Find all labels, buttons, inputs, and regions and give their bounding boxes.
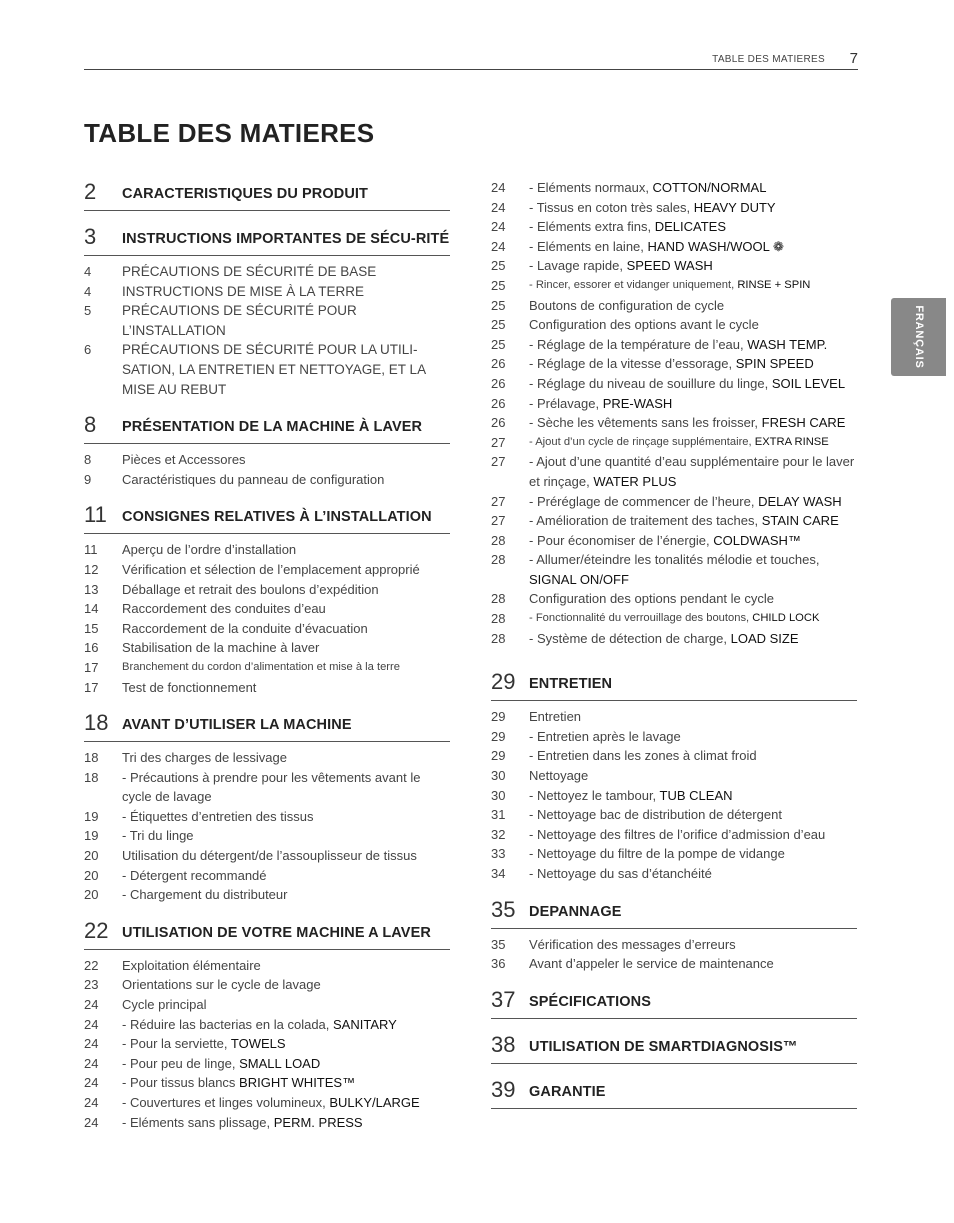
section-title: DEPANNAGE (529, 903, 622, 920)
toc-entry[interactable] (491, 452, 857, 491)
toc-entry[interactable] (491, 354, 857, 374)
toc-entry[interactable] (491, 394, 857, 414)
toc-entry-text: - Eléments normaux, COTTON/NORMAL (529, 180, 767, 195)
toc-entry[interactable] (491, 296, 857, 316)
toc-entry-page: 27 (491, 434, 506, 450)
toc-entry-text: - Réglage du niveau de souillure du linge, SOIL LEVEL (529, 375, 846, 391)
toc-entry-text: Cycle principal (122, 997, 207, 1013)
section-page-number: 39 (491, 1076, 516, 1102)
toc-entry-text: Stabilisation de la machine à laver (122, 640, 320, 656)
toc-entry[interactable] (84, 956, 450, 976)
toc-entry-text: Pièces et Accessores (122, 452, 246, 468)
toc-entry-page: 24 (84, 1075, 99, 1091)
toc-entry-text: - Lavage rapide, SPEED WASH (529, 258, 713, 274)
toc-entry-page: 28 (491, 611, 506, 627)
cycle-name: TOWELS (230, 1036, 286, 1052)
toc-entry-page: 4 (84, 283, 92, 299)
toc-continued-items (491, 178, 857, 648)
section-title: PRÉSENTATION DE LA MACHINE À LAVER (122, 419, 423, 436)
language-tab[interactable] (891, 298, 946, 376)
section-page-number: 3 (84, 224, 97, 249)
toc-entry-page: 27 (491, 493, 506, 509)
section-page-number: 38 (491, 1031, 516, 1057)
toc-entry-text: - Détergent recommandé (122, 867, 267, 883)
toc-entry-page: 30 (491, 768, 506, 784)
toc-entry[interactable] (491, 492, 857, 512)
toc-entry-text: Orientations sur le cycle de lavage (122, 977, 321, 993)
toc-entry-page: 27 (491, 513, 506, 529)
toc-entry-page: 12 (84, 561, 99, 577)
toc-entry[interactable] (84, 678, 450, 698)
toc-section-heading[interactable] (84, 411, 450, 444)
cycle-name: SOIL LEVEL (771, 375, 846, 391)
toc-entry[interactable] (491, 589, 857, 609)
toc-entry-page: 28 (491, 591, 506, 607)
toc-entry-page: 25 (491, 317, 506, 333)
toc-entry-page: 18 (84, 750, 99, 766)
toc-entry[interactable] (491, 198, 857, 218)
cycle-name: DELICATES (654, 219, 726, 235)
toc-entry[interactable] (491, 256, 857, 276)
toc-entry-page: 32 (491, 826, 506, 842)
toc-entry-page: 15 (84, 620, 99, 636)
toc-entry[interactable] (491, 178, 857, 198)
toc-entry-text: - Allumer/éteindre les tonalités mélodie et touches, SIGNAL ON/OFF (529, 552, 820, 587)
cycle-name: BULKY/LARGE (329, 1095, 420, 1110)
cycle-name: COTTON/NORMAL (652, 180, 767, 195)
toc-entry[interactable] (84, 301, 450, 340)
toc-entry[interactable] (84, 885, 450, 905)
toc-entry-page: 6 (84, 342, 92, 358)
toc-entry-page: 19 (84, 808, 99, 824)
toc-entry[interactable] (491, 727, 857, 747)
toc-entry-text: - Pour tissus blancs BRIGHT WHITES™ (122, 1075, 356, 1091)
toc-entry-text: - Pour économiser de l’énergie, COLDWASH™ (529, 532, 801, 548)
toc-section-heading[interactable] (491, 986, 857, 1019)
section-page-number: 35 (491, 896, 516, 922)
toc-entry-page: 14 (84, 601, 99, 617)
toc-entry[interactable] (491, 954, 857, 974)
toc-entry-page: 25 (491, 258, 506, 274)
toc-entry-page: 22 (84, 957, 99, 973)
toc-entry-page: 20 (84, 887, 99, 903)
toc-entry-text: Utilisation du détergent/de l’assouplisseur de tissus (122, 848, 417, 864)
toc-entry-text: - Rincer, essorer et vidanger uniquement, RINSE + SPIN (529, 278, 811, 291)
toc-entry-page: 23 (84, 977, 99, 993)
toc-entry-page: 29 (491, 728, 506, 744)
toc-entry-text: - Entretien dans les zones à climat froid (529, 748, 757, 764)
toc-entry-page: 25 (491, 336, 506, 352)
toc-section (84, 178, 450, 211)
toc-entry-page: 24 (84, 1114, 99, 1130)
toc-section-heading[interactable] (84, 709, 450, 742)
toc-entry-page: 18 (84, 769, 99, 785)
toc-entry-text: Avant d’appeler le service de maintenance (529, 956, 774, 972)
toc-entry[interactable] (491, 217, 857, 237)
cycle-name: EXTRA RINSE (754, 435, 829, 448)
toc-section-heading[interactable] (491, 1076, 857, 1109)
cycle-name: COLDWASH™ (713, 532, 801, 548)
toc-entry-text: - Chargement du distributeur (122, 887, 288, 903)
toc-entry-page: 25 (491, 277, 506, 293)
toc-entry[interactable] (491, 550, 857, 589)
toc-entry[interactable] (84, 866, 450, 886)
toc-section-heading[interactable] (84, 917, 450, 950)
toc-entry-text: - Précautions à prendre pour les vêtements avant le cycle de lavage (122, 769, 421, 805)
toc-section-heading[interactable] (84, 178, 450, 211)
toc-entry-page: 26 (491, 395, 506, 411)
language-tab-label: FRANÇAIS (912, 305, 925, 369)
cycle-name: WASH TEMP. (747, 336, 828, 352)
toc-entry[interactable] (84, 638, 450, 658)
toc-entry-page: 16 (84, 640, 99, 656)
toc-entry-page: 28 (491, 532, 506, 548)
toc-entry-page: 24 (84, 1036, 99, 1052)
toc-entry[interactable] (491, 707, 857, 727)
toc-entry-text: Test de fonctionnement (122, 679, 257, 695)
toc-entry-text: - Nettoyage des filtres de l’orifice d’admission d’eau (529, 826, 826, 842)
section-title: UTILISATION DE SMARTDIAGNOSIS™ (529, 1038, 798, 1055)
toc-entry-page: 29 (491, 709, 506, 725)
toc-section (491, 896, 857, 974)
toc-entry-text: Raccordement de la conduite d’évacuation (122, 620, 368, 636)
toc-entry[interactable] (491, 766, 857, 786)
toc-entry[interactable] (84, 1093, 450, 1113)
cycle-name: SPIN SPEED (735, 356, 814, 372)
toc-entry[interactable] (84, 1034, 450, 1054)
toc-entry-text: - Amélioration de traitement des taches, STAIN CARE (529, 513, 839, 529)
toc-entry[interactable] (84, 262, 450, 282)
toc-entry-text: Raccordement des conduites d’eau (122, 601, 326, 617)
toc-entry-text: Caractéristiques du panneau de configuration (122, 471, 385, 487)
section-title: CARACTERISTIQUES DU PRODUIT (122, 186, 368, 202)
toc-entry-text: Vérification et sélection de l’emplacement approprié (122, 561, 420, 577)
section-page-number: 22 (84, 917, 109, 943)
toc-entry-text: Configuration des options pendant le cycle (529, 591, 774, 607)
section-entries (491, 929, 857, 974)
toc-entry-text: - Eléments en laine, HAND WASH/WOOL ❁ (529, 238, 784, 254)
toc-entry-text: Entretien (529, 709, 582, 725)
toc-entry-text: Tri des charges de lessivage (122, 750, 287, 766)
toc-entry-text: - Préréglage de commencer de l’heure, DELAY WASH (529, 493, 842, 509)
toc-entry-text: - Prélavage, PRE-WASH (529, 395, 673, 411)
toc-right-column (491, 178, 857, 1109)
toc-entry-text: INSTRUCTIONS DE MISE À LA TERRE (122, 283, 365, 299)
section-page-number: 2 (84, 179, 97, 204)
toc-entry-page: 17 (84, 679, 99, 695)
toc-entry-page: 5 (84, 303, 92, 319)
toc-entry[interactable] (491, 374, 857, 394)
toc-entry[interactable] (84, 975, 450, 995)
toc-entry-text: - Nettoyage du sas d’étanchéité (529, 866, 712, 881)
toc-entry-page: 28 (491, 630, 506, 646)
section-title: INSTRUCTIONS IMPORTANTES DE SÉCU-RITÉ (122, 231, 450, 247)
page-header (84, 51, 858, 70)
cycle-name: LOAD SIZE (730, 630, 799, 646)
section-title: GARANTIE (529, 1083, 606, 1100)
cycle-name: WATER PLUS (593, 473, 677, 489)
toc-entry-text: - Système de détection de charge, LOAD SIZE (529, 630, 799, 646)
toc-entry[interactable] (84, 340, 450, 399)
toc-entry[interactable] (84, 1054, 450, 1074)
toc-section (491, 986, 857, 1019)
section-page-number: 37 (491, 986, 516, 1012)
toc-entry[interactable] (491, 433, 857, 453)
toc-section (491, 1031, 857, 1064)
section-entries (84, 742, 450, 905)
toc-section (84, 223, 450, 399)
toc-entry[interactable] (491, 746, 857, 766)
cycle-name: TUB CLEAN (659, 787, 733, 803)
section-title: AVANT D’UTILISER LA MACHINE (122, 717, 352, 734)
toc-entry-page: 24 (491, 238, 506, 254)
section-title: UTILISATION DE VOTRE MACHINE A LAVER (122, 924, 431, 941)
toc-entry[interactable] (84, 768, 450, 807)
toc-entry-text: Configuration des options avant le cycle (529, 317, 759, 333)
toc-entry[interactable] (491, 335, 857, 355)
cycle-name: FRESH CARE (761, 415, 846, 431)
toc-entry[interactable] (84, 1113, 450, 1133)
toc-entry[interactable] (84, 748, 450, 768)
toc-entry-text: - Réduire las bacterias en la colada, SANITARY (122, 1016, 397, 1032)
toc-section-heading[interactable] (491, 668, 857, 701)
cycle-name: PERM. PRESS (273, 1114, 363, 1130)
toc-entry-text: - Eléments extra fins, DELICATES (529, 219, 726, 235)
toc-entry-text: Exploitation élémentaire (122, 957, 261, 973)
toc-entry-text: - Nettoyage du filtre de la pompe de vidange (529, 846, 785, 862)
toc-entry-page: 11 (84, 542, 98, 558)
toc-entry[interactable] (491, 844, 857, 864)
toc-entry[interactable] (84, 1073, 450, 1093)
toc-entry[interactable] (84, 540, 450, 560)
toc-entry-text: Vérification des messages d’erreurs (529, 936, 736, 952)
document-title: TABLE DES MATIERES (84, 118, 375, 148)
toc-entry-page: 13 (84, 581, 99, 597)
toc-entry-text: Boutons de configuration de cycle (529, 297, 725, 313)
toc-entry-page: 24 (84, 1095, 99, 1110)
toc-entry[interactable] (84, 826, 450, 846)
section-entries (84, 950, 450, 1132)
toc-entry-page: 9 (84, 471, 92, 487)
toc-entry[interactable] (491, 805, 857, 825)
cycle-name: DELAY WASH (758, 493, 842, 509)
toc-entry[interactable] (491, 531, 857, 551)
toc-entry-page: 20 (84, 848, 99, 864)
toc-entry-page: 24 (84, 1016, 99, 1032)
toc-entry-page: 28 (491, 552, 506, 568)
section-title: CONSIGNES RELATIVES À L’INSTALLATION (122, 509, 432, 526)
toc-entry-text: - Entretien après le lavage (529, 728, 681, 744)
toc-entry-page: 19 (84, 828, 99, 844)
cycle-name: BRIGHT WHITES™ (239, 1075, 356, 1091)
toc-entry-page: 4 (84, 264, 92, 279)
section-entries (491, 701, 857, 883)
toc-left-column (84, 178, 450, 1132)
toc-entry-page: 26 (491, 415, 506, 431)
toc-entry[interactable] (84, 995, 450, 1015)
toc-entry-page: 33 (491, 846, 506, 862)
section-entries (84, 444, 450, 489)
toc-entry-page: 26 (491, 375, 506, 391)
toc-entry-text: - Eléments sans plissage, PERM. PRESS (122, 1114, 363, 1130)
toc-section-heading[interactable] (491, 896, 857, 929)
toc-entry-text: Déballage et retrait des boulons d’expédition (122, 581, 379, 597)
toc-entry-text: Nettoyage (529, 768, 589, 784)
toc-section (84, 411, 450, 489)
cycle-name: RINSE + SPIN (737, 278, 811, 291)
toc-entry-page: 29 (491, 748, 506, 764)
toc-section-heading[interactable] (84, 223, 450, 256)
section-title: SPÉCIFICATIONS (529, 993, 651, 1010)
toc-entry[interactable] (491, 864, 857, 884)
toc-section-heading[interactable] (84, 501, 450, 534)
toc-entry[interactable] (84, 619, 450, 639)
toc-entry-text: - Pour la serviette, TOWELS (122, 1036, 286, 1052)
toc-entry-text: - Ajout d’un cycle de rinçage supplémentaire, EXTRA RINSE (529, 435, 829, 448)
toc-entry-text: - Sèche les vêtements sans les froisser, FRESH CARE (529, 415, 846, 431)
section-entries (84, 256, 450, 399)
toc-section (84, 501, 450, 697)
toc-entry-text: - Nettoyez le tambour, TUB CLEAN (529, 787, 733, 803)
cycle-name: SMALL LOAD (239, 1055, 321, 1071)
toc-entry[interactable] (84, 807, 450, 827)
toc-entry-page: 24 (491, 219, 506, 235)
section-page-number: 18 (84, 710, 109, 736)
toc-section (84, 709, 450, 905)
toc-entry-page: 17 (84, 659, 99, 675)
toc-entry[interactable] (491, 511, 857, 531)
toc-entry-text: - Étiquettes d’entretien des tissus (122, 808, 314, 824)
toc-entry-text: - Réglage de la température de l’eau, WASH TEMP. (529, 336, 828, 352)
toc-entry[interactable] (491, 786, 857, 806)
section-page-number: 29 (491, 669, 516, 695)
cycle-name: PRE-WASH (602, 395, 673, 411)
toc-entry-text: PRÉCAUTIONS DE SÉCURITÉ DE BASE (122, 264, 377, 279)
toc-entry-text: - Tri du linge (122, 828, 194, 844)
toc-entry-text: PRÉCAUTIONS DE SÉCURITÉ POUR L’INSTALLATION (122, 303, 357, 338)
toc-entry-text: Aperçu de l’ordre d’installation (122, 542, 297, 558)
cycle-name: STAIN CARE (761, 513, 839, 529)
toc-entry[interactable] (84, 470, 450, 490)
toc-entry-text: - Fonctionnalité du verrouillage des boutons, CHILD LOCK (529, 612, 820, 625)
cycle-name: SIGNAL ON/OFF (529, 571, 629, 587)
header-title: TABLE DES MATIERES (712, 54, 825, 65)
section-page-number: 11 (84, 502, 107, 528)
toc-entry-text: - Pour peu de linge, SMALL LOAD (122, 1055, 321, 1071)
toc-entry-text: PRÉCAUTIONS DE SÉCURITÉ POUR LA UTILI-SATION, LA ENTRETIEN ET NETTOYAGE, ET LA MISE AU REBUT (122, 342, 426, 397)
toc-entry-page: 24 (84, 1055, 99, 1071)
toc-entry-text: - Couvertures et linges volumineux, BULKY/LARGE (122, 1095, 420, 1110)
toc-entry[interactable] (84, 846, 450, 866)
toc-section-heading[interactable] (491, 1031, 857, 1064)
cycle-name: HEAVY DUTY (693, 199, 776, 215)
toc-entry[interactable] (84, 599, 450, 619)
toc-entry-page: 25 (491, 297, 506, 313)
section-page-number: 8 (84, 412, 97, 438)
toc-entry-text: Branchement du cordon d’alimentation et mise à la terre (122, 660, 400, 673)
cycle-name: SANITARY (333, 1016, 397, 1032)
toc-entry-page: 30 (491, 787, 506, 803)
cycle-name: HAND WASH/WOOL ❁ (647, 238, 784, 254)
section-title: ENTRETIEN (529, 676, 613, 693)
toc-entry-page: 27 (491, 454, 506, 470)
toc-entry[interactable] (84, 560, 450, 580)
toc-section (491, 1076, 857, 1109)
toc-entry[interactable] (491, 413, 857, 433)
section-entries (84, 534, 450, 697)
toc-entry[interactable] (491, 825, 857, 845)
toc-entry[interactable] (491, 276, 857, 296)
toc-entry[interactable] (84, 282, 450, 302)
toc-entry-page: 8 (84, 452, 92, 468)
toc-section (491, 668, 857, 883)
toc-entry[interactable] (84, 450, 450, 470)
toc-entry-page: 35 (491, 936, 506, 952)
toc-entry-page: 24 (491, 199, 506, 215)
toc-entry[interactable] (84, 580, 450, 600)
toc-entry[interactable] (491, 935, 857, 955)
toc-entry[interactable] (84, 658, 450, 678)
cycle-name: SPEED WASH (626, 258, 713, 274)
toc-entry-text: - Nettoyage bac de distribution de détergent (529, 807, 782, 823)
toc-entry-page: 36 (491, 956, 506, 972)
toc-entry[interactable] (491, 629, 857, 649)
toc-entry-page: 24 (84, 997, 99, 1013)
cycle-name: CHILD LOCK (752, 612, 820, 625)
page-number: 7 (849, 50, 858, 67)
toc-entry-text: - Tissus en coton très sales, HEAVY DUTY (529, 199, 776, 215)
toc-entry-page: 31 (491, 807, 506, 823)
toc-section (84, 917, 450, 1132)
toc-entry-text: - Réglage de la vitesse d’essorage, SPIN SPEED (529, 356, 814, 372)
toc-entry[interactable] (491, 315, 857, 335)
toc-entry[interactable] (491, 609, 857, 629)
toc-entry-page: 20 (84, 867, 99, 883)
toc-entry-text: - Ajout d’une quantité d’eau supplémentaire pour le laver et rinçage, WATER PLUS (529, 454, 855, 489)
toc-entry[interactable] (84, 1015, 450, 1035)
toc-entry-page: 26 (491, 356, 506, 372)
toc-entry-page: 34 (491, 866, 506, 881)
toc-entry-page: 24 (491, 180, 506, 195)
toc-entry[interactable] (491, 237, 857, 257)
